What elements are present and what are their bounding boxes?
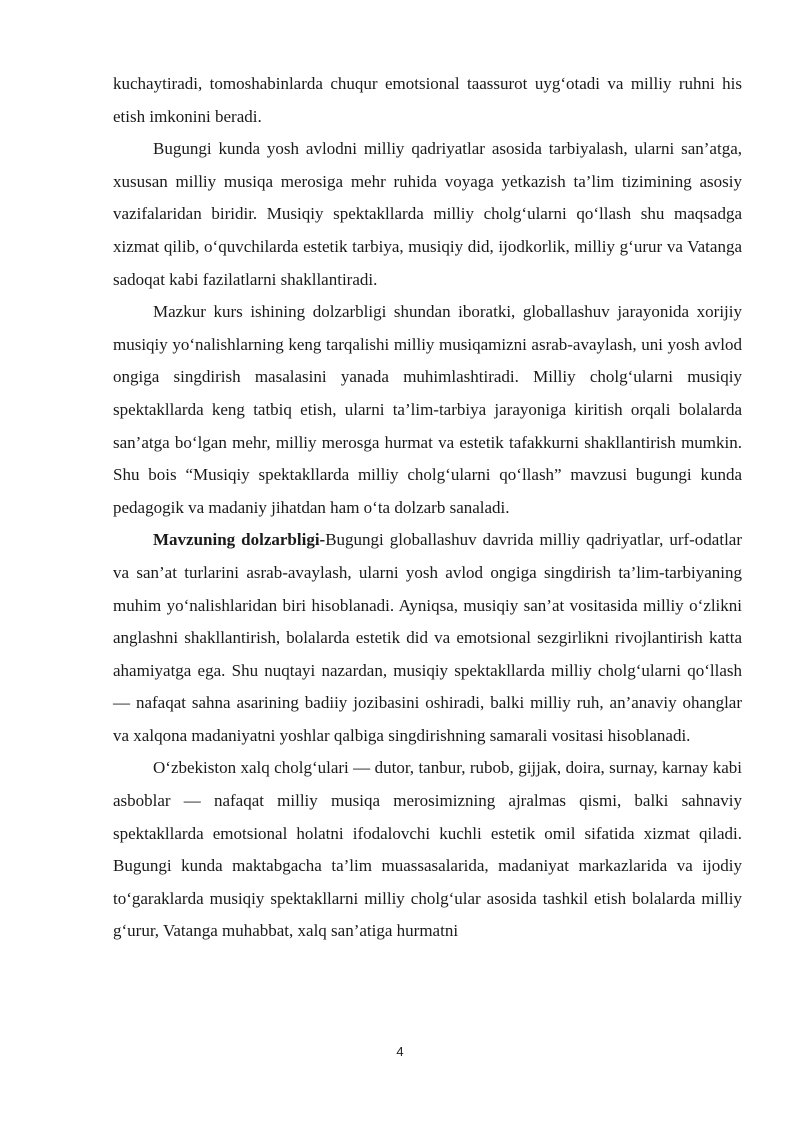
- paragraph-continuation: kuchaytiradi, tomoshabinlarda chuqur emotsional taassurot uyg‘otadi va milliy ruhni his etish imkonini beradi.: [113, 74, 742, 126]
- paragraph-upbringing: Bugungi kunda yosh avlodni milliy qadriyatlar asosida tarbiyalash, ularni san’atga, xususan milliy musiqa merosiga mehr ruhida voyaga yetkazish ta’lim tizimining asosiy vazifalaridan biridir. Musiqiy spektakllarda milliy cholg‘ularni qo‘llash shu maqsadga xizmat qilib, o‘quvchilarda estetik tarbiya, musiqiy did, ijodkorlik, milliy g‘urur va Vatanga sadoqat kabi fazilatlarni shakllantiradi.: [113, 139, 742, 289]
- topic-relevance-text: Bugungi globallashuv davrida milliy qadriyatlar, urf-odatlar va san’at turlarini asrab-avaylash, ularni yosh avlod ongiga singdirish ta’lim-tarbiyaning muhim yo‘nalishlaridan biri hisoblanadi. Ayniqsa, musiqiy san’at vositasida milliy o‘zlikni anglashni shakllantirish, bolalarda estetik did va emotsional sezgirlikni rivojlantirish katta ahamiyatga ega. Shu nuqtayi nazardan, musiqiy spektakllarda milliy cholg‘ularni qo‘llash — nafaqat sahna asarining badiiy jozibasini oshiradi, balki milliy ruh, an’anaviy ohanglar va xalqona madaniyatni yoshlar qalbiga singdirishning samarali vositasi hisoblanadi.: [113, 530, 742, 745]
- topic-relevance-heading: Mavzuning dolzarbligi-: [153, 530, 326, 550]
- paragraph-relevance-course: Mazkur kurs ishining dolzarbligi shundan iboratki, globallashuv jarayonida xorijiy musiqiy yo‘nalishlarning keng tarqalishi milliy musiqamizni asrab-avaylash, uni yosh avlod ongiga singdirish masalasini yanada muhimlashtiradi. Milliy cholg‘ularni musiqiy spektakllarda keng tatbiq etish, ularni ta’lim-tarbiya jarayoniga kiritish orqali bolalarda san’atga bo‘lgan mehr, milliy merosga hurmat va estetik tafakkurni shakllantirish mumkin. Shu bois “Musiqiy spektakllarda milliy cholg‘ularni qo‘llash” mavzusi bugungi kunda pedagogik va madaniy jihatdan ham o‘ta dolzarb sanaladi.: [113, 302, 742, 517]
- paragraph-folk-instruments: O‘zbekiston xalq cholg‘ulari — dutor, tanbur, rubob, gijjak, doira, surnay, karnay kabi asboblar — nafaqat milliy musiqa merosimizning ajralmas qismi, balki sahnaviy spektakllarda emotsional holatni ifodalovchi kuchli estetik omil sifatida xizmat qiladi. Bugungi kunda maktabgacha ta’lim muassasalarida, madaniyat markazlarida va ijodiy to‘garaklarda musiqiy spektakllarni milliy cholg‘ular asosida tashkil etish bolalarda milliy g‘urur, Vatanga muhabbat, xalq san’atiga hurmatni: [113, 758, 742, 941]
- document-page: [113, 68, 742, 948]
- paragraph-topic-relevance: [113, 524, 742, 752]
- page-number: 4: [396, 1044, 404, 1059]
